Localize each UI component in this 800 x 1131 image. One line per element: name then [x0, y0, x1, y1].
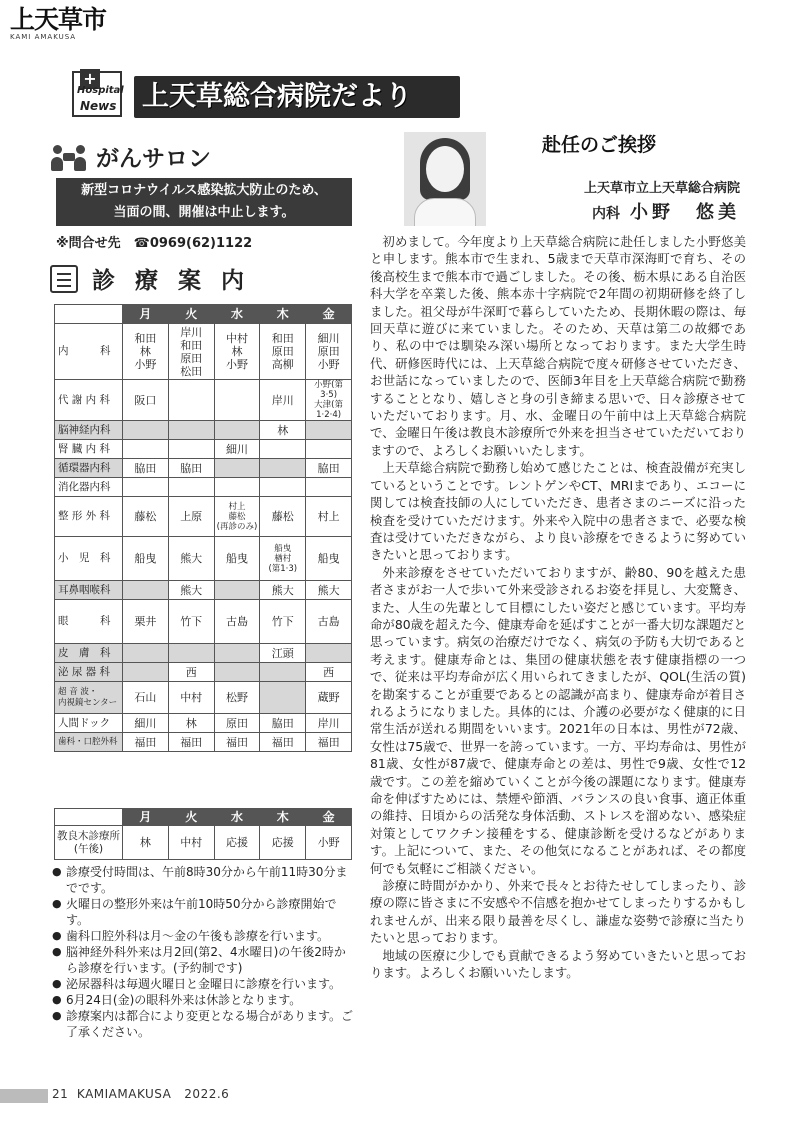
schedule-cell	[168, 644, 214, 663]
dept-label: 歯科・口腔外科	[55, 733, 123, 752]
news-icon-label: News	[80, 99, 117, 113]
schedule-cell	[123, 644, 169, 663]
header-blank	[55, 305, 123, 324]
schedule-cell	[214, 380, 260, 421]
schedule-cell	[306, 440, 352, 459]
branch-cell: 小野	[306, 826, 352, 860]
schedule-cell: 竹下	[260, 600, 306, 644]
schedule-cell	[306, 421, 352, 440]
dept-label: 整 形 外 科	[55, 497, 123, 537]
day-header: 金	[306, 305, 352, 324]
schedule-row	[55, 478, 352, 497]
schedule-cell	[123, 421, 169, 440]
schedule-cell: 熊大	[168, 581, 214, 600]
schedule-cell	[214, 421, 260, 440]
schedule-cell	[168, 440, 214, 459]
schedule-row	[55, 581, 352, 600]
schedule-cell: 福田	[214, 733, 260, 752]
day-header: 金	[306, 809, 352, 826]
schedule-cell	[260, 682, 306, 714]
hospital-icon-label: Hospital	[77, 85, 124, 96]
branch-cell: 中村	[168, 826, 214, 860]
schedule-cell: 中村 林 小野	[214, 324, 260, 380]
schedule-cell: 細川	[214, 440, 260, 459]
schedule-cell: 林	[168, 714, 214, 733]
schedule-cell: 中村	[168, 682, 214, 714]
schedule-row	[55, 663, 352, 682]
body-paragraph: 初めまして。今年度より上天草総合病院に赴任しました小野悠美と申します。熊本市で生まれ、5歳まで天草市深海町で育ち、その後高校生まで熊本市で過ごしました。その後、栃木県にある自治医科大学を卒業した後、熊本赤十字病院で2年間の初期研修を終了しました。祖父母が牛深町で暮らしていたため、長期休暇の際は、毎回天草に遊びに来ていました。そのため、天草は第二の故郷であり、私の中では馴染み深い場所となっております。また大学生時代、研修医時代には、上天草総合病院で度々研修させていただき、お世話になっていましたので、医師3年目を上天草総合病院で勤務することとなり、嬉しさと身の引き締まる思いで、日々診療させていただいております。月、水、金曜日の午前中は上天草総合病院で、金曜日午後は教良木診療所で外来を担当させていただいておりますので、よろしくお願いいたします。	[370, 234, 746, 458]
note-item: ● 診療受付時間は、午前8時30分から午前11時30分までです。	[52, 864, 357, 896]
schedule-cell	[168, 421, 214, 440]
logo-sub-text: KAMI AMAKUSA	[10, 33, 77, 41]
schedule-cell: 熊大	[260, 581, 306, 600]
body-paragraph: 診療に時間がかかり、外来で長々とお待たせしてしまったり、診療の際に皆さまに不安感や不信感を抱かせてしまったりするかもしれませんが、出来る限り最善を尽くし、謙虚な姿勢で診療に当たりたいと思っております。	[370, 878, 746, 946]
schedule-cell	[260, 663, 306, 682]
schedule-cell	[306, 644, 352, 663]
cross-icon: +	[80, 69, 100, 89]
schedule-cell: 福田	[306, 733, 352, 752]
page-footer	[52, 1087, 229, 1101]
schedule-cell: 脇田	[306, 459, 352, 478]
schedule-cell: 西	[306, 663, 352, 682]
schedule-cell: 岸川 和田 原田 松田	[168, 324, 214, 380]
schedule-cell: 岸川	[306, 714, 352, 733]
schedule-cell	[214, 478, 260, 497]
schedule-cell: 蔵野	[306, 682, 352, 714]
schedule-row	[55, 714, 352, 733]
dept-label: 腎 臓 内 科	[55, 440, 123, 459]
schedule-row	[55, 459, 352, 478]
schedule-cell: 船曳 楢村 (第1·3)	[260, 537, 306, 581]
clinic-schedule-table	[54, 304, 352, 752]
schedule-cell	[168, 478, 214, 497]
schedule-cell: 細川 原田 小野	[306, 324, 352, 380]
schedule-cell: 福田	[168, 733, 214, 752]
schedule-cell: 岸川	[260, 380, 306, 421]
schedule-cell: 村上 藤松 (再診のみ)	[214, 497, 260, 537]
body-paragraph: 地域の医療に少しでも貢献できるよう努めていきたいと思っております。よろしくお願いいたします。	[370, 947, 746, 981]
schedule-cell: 小野(第3·5) 大津(第1·2·4)	[306, 380, 352, 421]
dept-label: 内 科	[55, 324, 123, 380]
note-item: ● 診療案内は都合により変更となる場合があります。ご了承ください。	[52, 1008, 357, 1040]
schedule-row	[55, 380, 352, 421]
note-item: ● 6月24日(金)の眼科外来は休診となります。	[52, 992, 357, 1008]
branch-cell: 林	[123, 826, 169, 860]
clipboard-icon	[50, 265, 78, 293]
schedule-cell	[306, 478, 352, 497]
schedule-cell: 石山	[123, 682, 169, 714]
schedule-cell: 江頭	[260, 644, 306, 663]
hospital-news-icon	[72, 71, 122, 117]
branch-cell: 応援	[214, 826, 260, 860]
day-header: 火	[168, 809, 214, 826]
greeting-organization: 上天草市立上天草総合病院	[583, 181, 740, 196]
schedule-cell	[214, 663, 260, 682]
schedule-cell: 脇田	[260, 714, 306, 733]
branch-cell: 応援	[260, 826, 306, 860]
branch-row	[55, 826, 352, 860]
dept-label: 循環器内科	[55, 459, 123, 478]
schedule-cell: 細川	[123, 714, 169, 733]
schedule-cell: 阪口	[123, 380, 169, 421]
schedule-body	[55, 324, 352, 752]
clinic-heading	[50, 262, 250, 295]
footer-date: 2022.6	[184, 1087, 230, 1101]
schedule-cell: 和田 林 小野	[123, 324, 169, 380]
footer-bar	[0, 1089, 48, 1103]
greeting-body	[370, 233, 746, 981]
schedule-cell	[123, 581, 169, 600]
dept-label: 人間ドック	[55, 714, 123, 733]
branch-dept: 教良木診療所 (午後)	[55, 826, 123, 860]
branch-header-row	[55, 809, 352, 826]
schedule-row	[55, 440, 352, 459]
salon-heading-text: がんサロン	[96, 146, 211, 172]
schedule-cell: 船曳	[214, 537, 260, 581]
schedule-row	[55, 497, 352, 537]
schedule-cell	[123, 440, 169, 459]
schedule-row	[55, 733, 352, 752]
schedule-cell: 古島	[214, 600, 260, 644]
contact-info: ※問合せ先 ☎0969(62)1122	[56, 236, 253, 251]
note-item: ● 歯科口腔外科は月～金の午後も診療を行います。	[52, 928, 357, 944]
schedule-cell	[260, 478, 306, 497]
dept-label: 消化器内科	[55, 478, 123, 497]
page-number: 21	[52, 1087, 69, 1101]
author-name: 小野 悠美	[630, 202, 740, 223]
magazine-logo	[10, 6, 122, 41]
dept-label: 代 謝 内 科	[55, 380, 123, 421]
schedule-cell	[260, 440, 306, 459]
schedule-cell	[123, 663, 169, 682]
schedule-cell: 林	[260, 421, 306, 440]
schedule-cell: 藤松	[260, 497, 306, 537]
schedule-row	[55, 600, 352, 644]
schedule-cell: 脇田	[168, 459, 214, 478]
dept-label: 眼 科	[55, 600, 123, 644]
schedule-cell	[260, 459, 306, 478]
dept-label: 泌 尿 器 科	[55, 663, 123, 682]
schedule-cell: 福田	[123, 733, 169, 752]
clinic-notes-list	[52, 864, 357, 1040]
schedule-cell: 船曳	[306, 537, 352, 581]
note-item: ● 脳神経外科外来は月2回(第2、4水曜日)の午後2時から診療を行います。(予約制です)	[52, 944, 357, 976]
header-blank	[55, 809, 123, 826]
schedule-cell: 和田 原田 高柳	[260, 324, 306, 380]
day-header: 木	[260, 305, 306, 324]
schedule-cell: 船曳	[123, 537, 169, 581]
dept-label: 超 音 波・ 内視鏡センター	[55, 682, 123, 714]
day-header: 水	[214, 305, 260, 324]
schedule-row	[55, 537, 352, 581]
greeting-author	[592, 198, 740, 224]
doctor-photo	[404, 132, 486, 226]
dept-label: 皮 膚 科	[55, 644, 123, 663]
schedule-row	[55, 324, 352, 380]
salon-heading	[50, 140, 211, 173]
schedule-cell: 福田	[260, 733, 306, 752]
schedule-cell: 西	[168, 663, 214, 682]
schedule-cell	[214, 459, 260, 478]
schedule-cell: 栗井	[123, 600, 169, 644]
logo-main-text: 上天草市	[10, 5, 107, 34]
banner-line-1: 新型コロナウイルス感染拡大防止のため、	[81, 183, 327, 198]
author-dept: 内科	[592, 206, 620, 222]
schedule-cell	[214, 581, 260, 600]
day-header: 水	[214, 809, 260, 826]
dept-label: 脳神経内科	[55, 421, 123, 440]
day-header: 月	[123, 809, 169, 826]
dept-label: 小 児 科	[55, 537, 123, 581]
schedule-cell: 竹下	[168, 600, 214, 644]
schedule-row	[55, 421, 352, 440]
branch-clinic-table	[54, 808, 352, 860]
body-paragraph: 外来診療をさせていただいておりますが、齢80、90を越えた患者さまがお一人で歩いて外来受診されるお姿を拝見し、大変驚き、また、人生の先輩として目標にしたい姿だと感じています。平均寿命が80歳を超えた今、健康寿命を延ばすことが一番大切な課題だと思っています。病気の治療だけでなく、病気の予防も大切であると考えます。健康寿命とは、集団の健康状態を表す健康指標の一つで、従来は平均寿命が広く用いられてきましたが、QOL(生活の質)を勘案することが重要であるとの認識が高まり、健康寿命が着目されるようになりました。具体的には、介護の必要がなく健康的に日常生活が送れる期間をいいます。2021年の日本は、男性が72歳、女性は75歳で、世界一を誇っています。一方、平均寿命は、男性が81歳、女性が87歳で、健康寿命との差は、男性で9歳、女性で12歳です。この差を縮めていくことが今後の課題になります。健康寿命を伸ばすためには、禁煙や節酒、バランスの良い食事、適正体重の維持、日頃からの活発な身体活動、ストレスを溜めない、感染症対策としてワクチン接種をする、健康診断を受けるなどがあります。上記について、また、その他気になることがあれば、その都度何でも気軽にご相談ください。	[370, 564, 746, 876]
schedule-cell: 熊大	[306, 581, 352, 600]
schedule-cell	[168, 380, 214, 421]
day-header: 月	[123, 305, 169, 324]
footer-magazine: KAMIAMAKUSA	[76, 1087, 172, 1101]
schedule-row	[55, 682, 352, 714]
schedule-row	[55, 644, 352, 663]
salon-notice-banner	[56, 178, 352, 226]
schedule-cell	[214, 644, 260, 663]
people-icon	[50, 143, 88, 171]
note-item: ● 泌尿器科は毎週火曜日と金曜日に診療を行います。	[52, 976, 357, 992]
schedule-cell: 脇田	[123, 459, 169, 478]
schedule-cell: 上原	[168, 497, 214, 537]
banner-line-2: 当面の間、開催は中止します。	[113, 205, 295, 220]
schedule-cell: 松野	[214, 682, 260, 714]
page-title: 上天草総合病院だより	[134, 76, 460, 118]
schedule-header-row	[55, 305, 352, 324]
note-item: ● 火曜日の整形外来は午前10時50分から診療開始です。	[52, 896, 357, 928]
schedule-cell: 古島	[306, 600, 352, 644]
greeting-title: 赴任のご挨拶	[542, 134, 657, 156]
schedule-cell: 藤松	[123, 497, 169, 537]
dept-label: 耳鼻咽喉科	[55, 581, 123, 600]
body-paragraph: 上天草総合病院で勤務し始めて感じたことは、検査設備が充実しているということです。レントゲンやCT、MRIまであり、エコーに関しては検査技師の人にしていただき、患者さまのニーズに沿った検査を受けていただけます。外来や入院中の患者さまで、必要な検査は受けていただきながら、より良い診療をできるように努めていきたいと思っております。	[370, 460, 746, 563]
day-header: 木	[260, 809, 306, 826]
schedule-cell: 熊大	[168, 537, 214, 581]
schedule-cell: 村上	[306, 497, 352, 537]
day-header: 火	[168, 305, 214, 324]
schedule-cell	[123, 478, 169, 497]
clinic-heading-text: 診 療 案 内	[92, 268, 251, 294]
schedule-cell: 原田	[214, 714, 260, 733]
